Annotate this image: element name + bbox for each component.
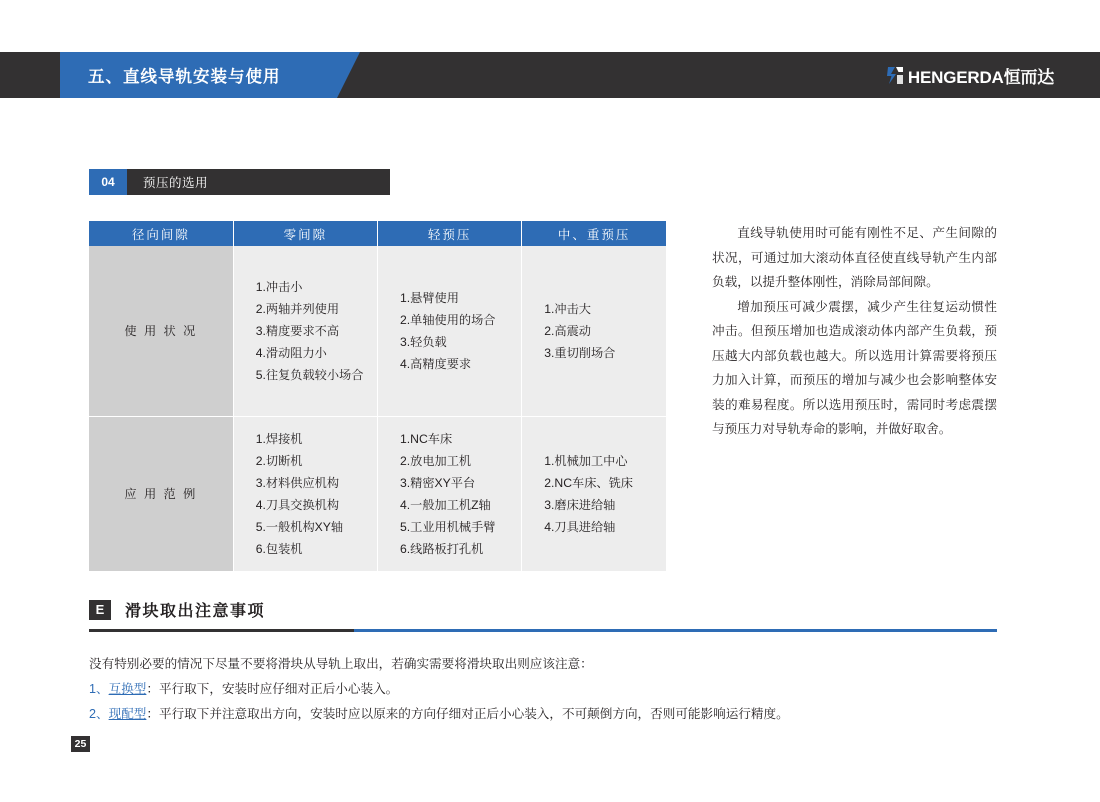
cell-line: 3.重切削场合 <box>544 345 616 360</box>
preload-description <box>712 221 997 442</box>
term-matched: 现配型 <box>108 707 147 721</box>
cell-line: 2.高震动 <box>544 323 591 338</box>
section-e-title: 滑块取出注意事项 <box>125 603 266 620</box>
cell-applications-zero-clearance <box>233 416 377 571</box>
section-number: 04 <box>89 169 127 195</box>
section-e-line-2-rest: ：平行取下，安装时应仔细对正后小心装入。 <box>146 682 399 696</box>
table-col-header-3: 中、重预压 <box>522 221 666 246</box>
cell-line: 2.放电加工机 <box>400 453 472 468</box>
cell-usage-light-preload <box>378 246 522 416</box>
description-paragraph-2: 增加预压可减少震摆，减少产生往复运动惯性冲击。但预压增加也造成滚动体内部产生负载，预压越大内部负载也越大。所以选用计算需要将预压力加入计算，而预压的增加与减少也会影响整体安装的难易程度。所以选用预压时，需同时考虑震摆与预压力对导轨寿命的影响，并做好取舍。 <box>712 299 997 436</box>
chapter-tab <box>60 52 337 98</box>
cell-line: 3.精密XY平台 <box>400 475 476 490</box>
cell-line: 4.滑动阻力小 <box>255 345 327 360</box>
cell-usage-medium-heavy-preload <box>522 246 666 416</box>
cell-line: 3.轻负载 <box>400 334 447 349</box>
table-col-header-0: 径向间隙 <box>89 221 233 246</box>
cell-applications-light-preload <box>378 416 522 571</box>
section-header-e <box>89 598 997 621</box>
list-index-2: 2、 <box>89 707 109 721</box>
section-e-line-3-rest: ：平行取下并注意取出方向，安装时应以原来的方向仔细对正后小心装入，不可颠倒方向，否则可能影响运行精度。 <box>146 707 789 721</box>
page-number: 25 <box>71 736 90 752</box>
section-e-line-3 <box>89 702 997 727</box>
cell-line: 1.焊接机 <box>255 431 303 446</box>
brand-logo-text: HENGERDA恒而达 <box>907 67 1054 87</box>
brand-logo <box>886 52 1054 98</box>
cell-line: 5.一般机构XY轴 <box>255 519 344 534</box>
section-header-04 <box>89 169 390 195</box>
cell-line: 2.单轴使用的场合 <box>400 312 496 327</box>
cell-line: 3.材料供应机构 <box>255 475 340 490</box>
cell-line: 4.高精度要求 <box>400 356 472 371</box>
table-col-header-2: 轻预压 <box>378 221 522 246</box>
chapter-title: 五、直线导轨安装与使用 <box>88 68 281 86</box>
cell-line: 5.往复负载较小场合 <box>255 367 364 382</box>
cell-line: 2.两轴并列使用 <box>255 301 340 316</box>
section-e-line-1: 没有特别必要的情况下尽量不要将滑块从导轨上取出，若确实需要将滑块取出则应该注意： <box>89 657 593 671</box>
cell-line: 3.精度要求不高 <box>255 323 340 338</box>
section-e-rule-accent <box>89 629 354 632</box>
table-col-header-1: 零间隙 <box>233 221 377 246</box>
section-e-body <box>89 652 997 727</box>
cell-line: 2.NC车床、铣床 <box>544 475 633 490</box>
table-header-row <box>89 221 666 246</box>
cell-applications-medium-heavy-preload <box>522 416 666 571</box>
row-label-applications: 应 用 范 例 <box>89 416 233 571</box>
cell-line: 2.切断机 <box>255 453 303 468</box>
cell-line: 1.冲击大 <box>544 301 591 316</box>
cell-line: 1.机械加工中心 <box>544 453 628 468</box>
cell-line: 4.刀具交换机构 <box>255 497 340 512</box>
cell-line: 3.磨床进给轴 <box>544 497 616 512</box>
cell-line: 1.冲击小 <box>255 279 303 294</box>
cell-line: 1.NC车床 <box>400 431 453 446</box>
section-label: 预压的选用 <box>143 176 209 190</box>
row-label-usage: 使 用 状 况 <box>89 246 233 416</box>
list-index-1: 1、 <box>89 682 109 696</box>
preload-selection-table <box>89 221 666 572</box>
section-e-line-2 <box>89 677 997 702</box>
cell-line: 5.工业用机械手臂 <box>400 519 496 534</box>
cell-line: 6.包装机 <box>255 541 303 556</box>
cell-line: 1.悬臂使用 <box>400 290 459 305</box>
description-paragraph-1: 直线导轨使用时可能有刚性不足、产生间隙的状况，可通过加大滚动体直径使直线导轨产生内部负载，以提升整体刚性，消除局部间隙。 <box>712 226 997 289</box>
table-row <box>89 416 666 571</box>
cell-usage-zero-clearance <box>233 246 377 416</box>
hengerda-logo-icon <box>886 66 905 85</box>
cell-line: 6.线路板打孔机 <box>400 541 484 556</box>
term-interchangeable: 互换型 <box>108 682 147 696</box>
section-e-badge: E <box>89 600 111 620</box>
cell-line: 4.刀具进给轴 <box>544 519 616 534</box>
cell-line: 4.一般加工机Z轴 <box>400 497 491 512</box>
table-row <box>89 246 666 416</box>
